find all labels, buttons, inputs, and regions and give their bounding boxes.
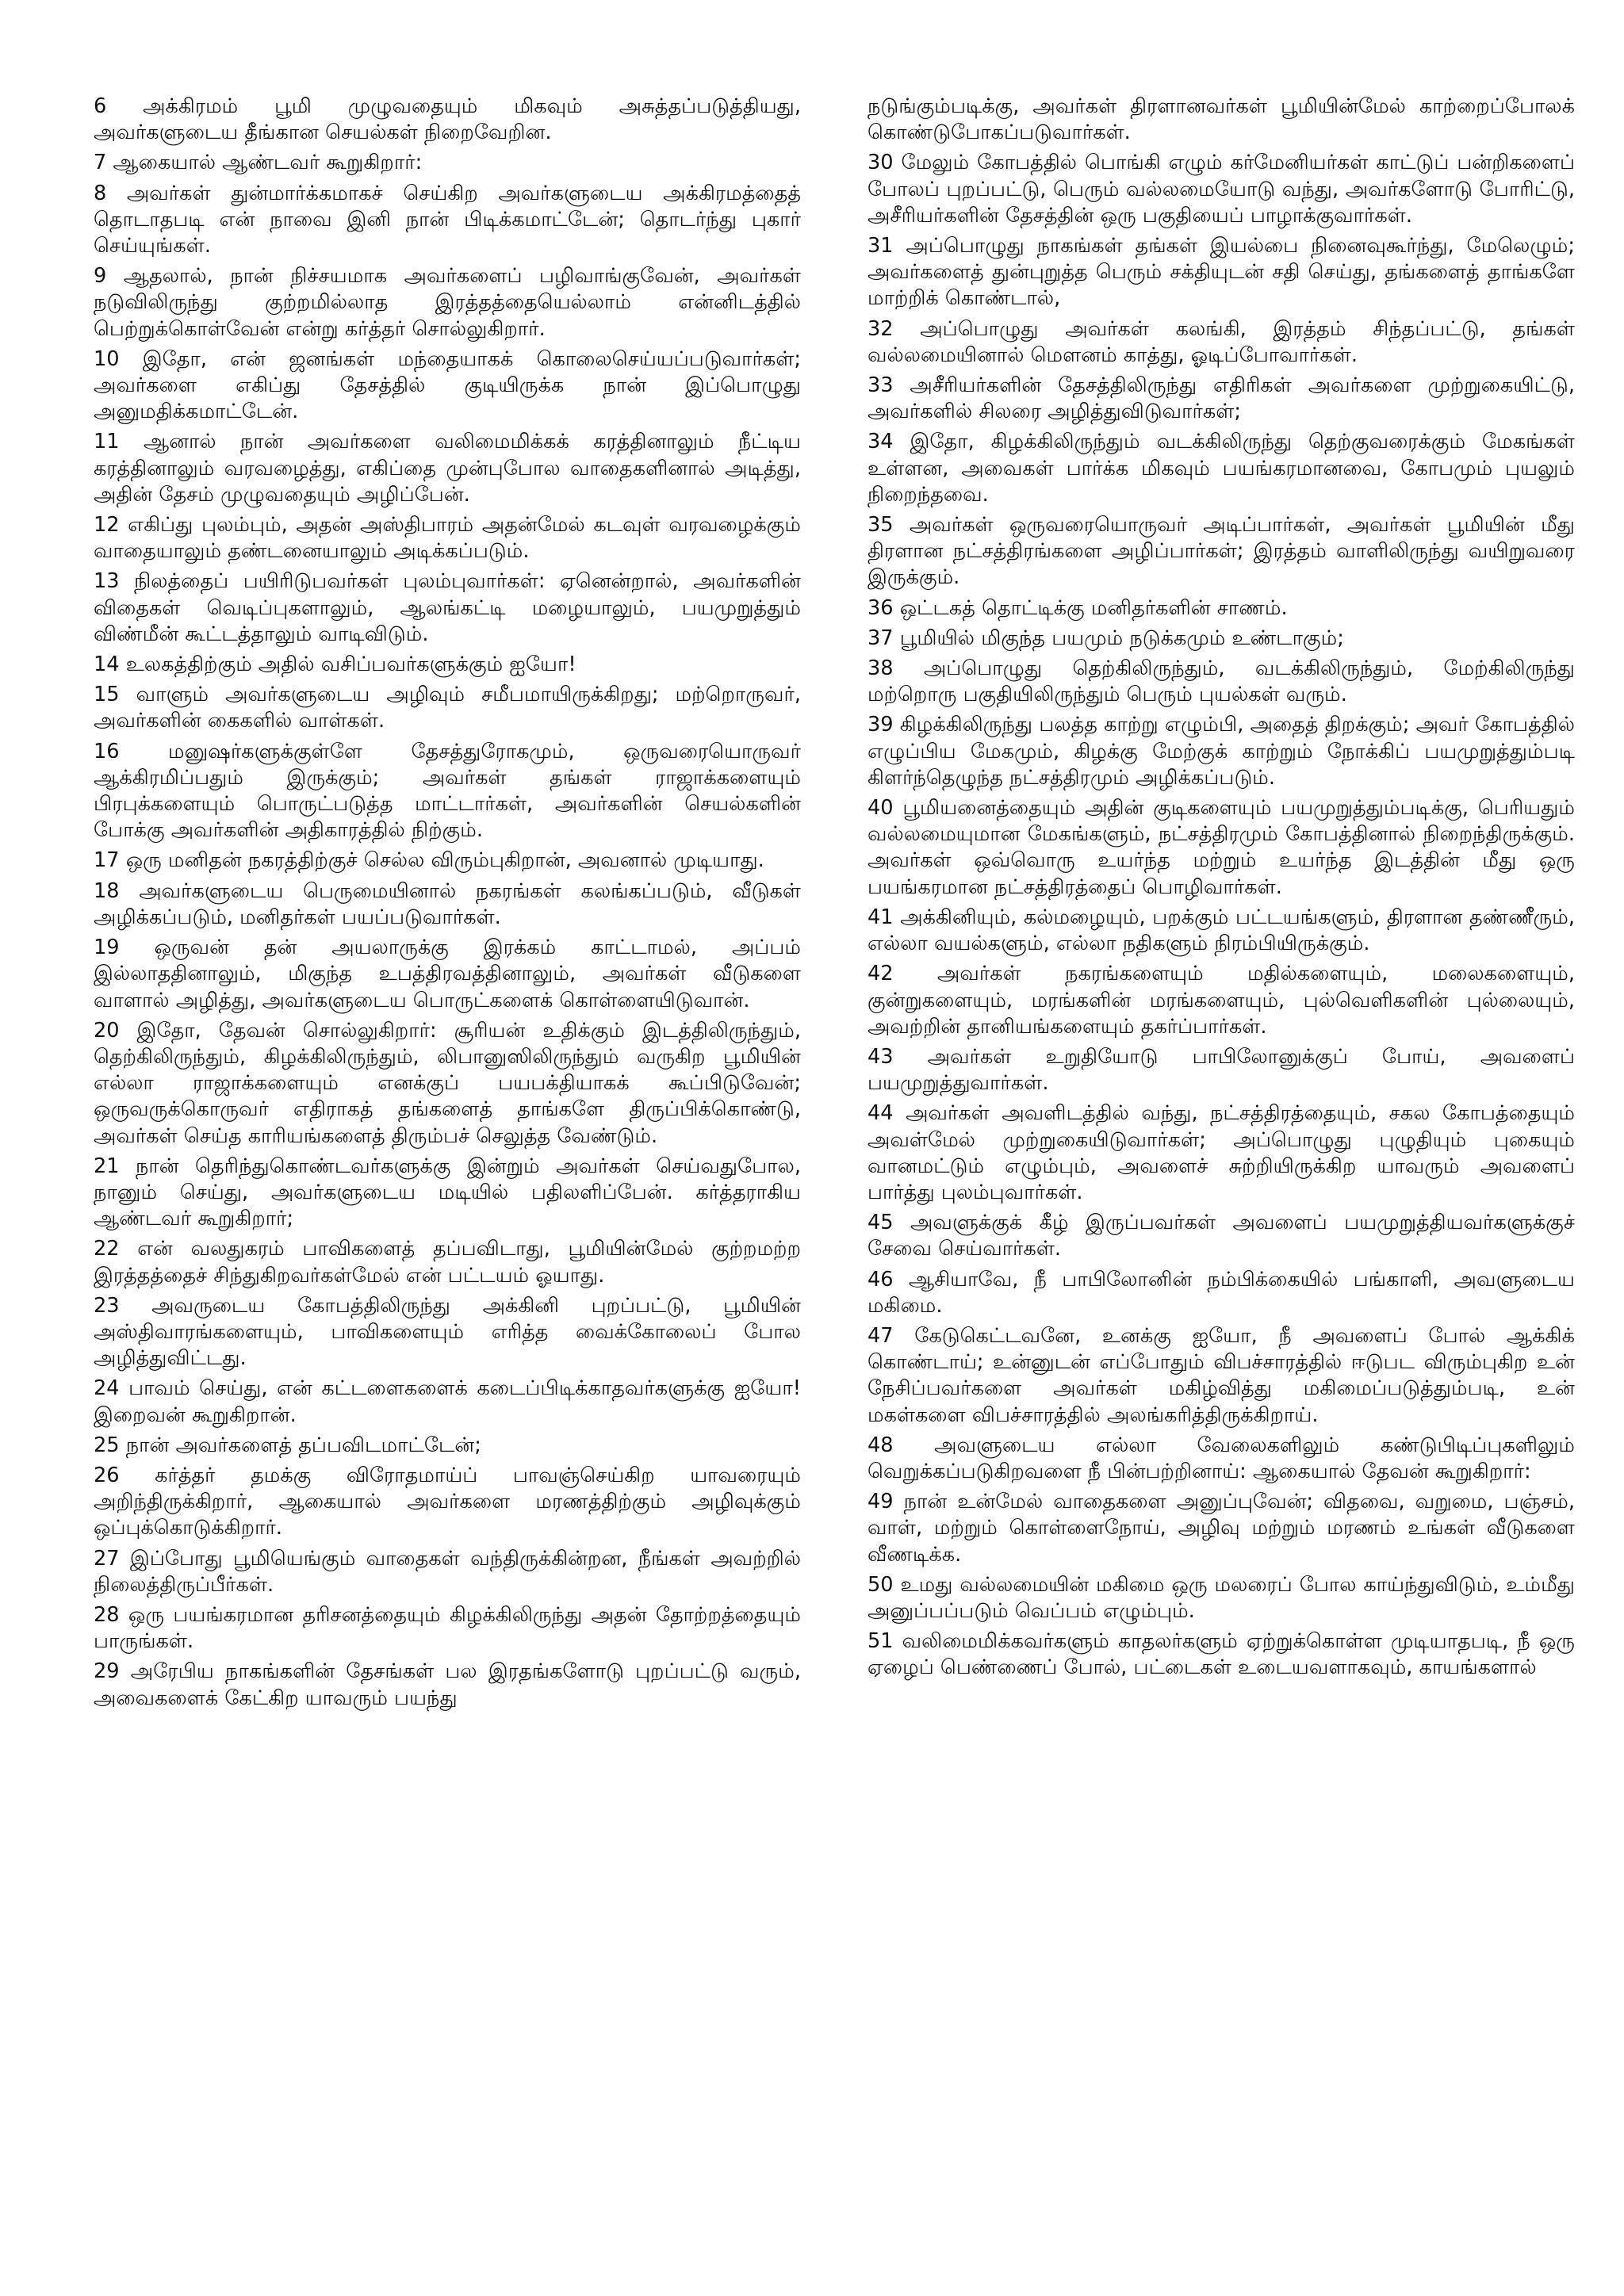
verse-paragraph: நடுங்கும்படிக்கு, அவர்கள் திரளானவர்கள் பூமியின்மேல் காற்றைப்போலக் கொண்டுபோகப்படுவார்கள். xyxy=(868,94,1575,145)
verse-paragraph: 7 ஆகையால் ஆண்டவர் கூறுகிறார்: xyxy=(94,151,423,175)
verse-paragraph: 44 அவர்கள் அவளிடத்தில் வந்து, நட்சத்திரத்தையும், சகல கோபத்தையும் அவள்மேல் முற்றுகையிடுவார்கள்; அப்பொழுது புழுதியும் புகையும் வானமட்டும் எழும்பும், அவளைச் சுற்றியிருக்கிற யாவரும் அவளைப் பார்த்து புலம்புவார்கள். xyxy=(868,1101,1575,1204)
verse-paragraph: 47 கேடுகெட்டவனே, உனக்கு ஐயோ, நீ அவளைப் போல் ஆக்கிக் கொண்டாய்; உன்னுடன் எப்போதும் விபச்சாரத்தில் ஈடுபட விரும்புகிற உன் நேசிப்பவர்களை அவர்கள் மகிழ்வித்து மகிமைப்படுத்தும்படி, உன் மகள்களை விபச்சாரத்தில் அலங்கரித்திருக்கிறாய். xyxy=(868,1323,1575,1427)
verse-paragraph: 30 மேலும் கோபத்தில் பொங்கி எழும் கர்மேனியர்கள் காட்டுப் பன்றிகளைப் போலப் புறப்பட்டு, பெரும் வல்லமையோடு வந்து, அவர்களோடு போரிட்டு, அசீரியர்களின் தேசத்தின் ஒரு பகுதியைப் பாழாக்குவார்கள். xyxy=(868,151,1575,228)
verse-paragraph: 9 ஆதலால், நான் நிச்சயமாக அவர்களைப் பழிவாங்குவேன், அவர்கள் நடுவிலிருந்து குற்றமில்லாத இரத்தத்தையெல்லாம் என்னிடத்தில் பெற்றுக்கொள்வேன் என்று கர்த்தர் சொல்லுகிறார். xyxy=(94,264,801,341)
verse-paragraph: 10 இதோ, என் ஜனங்கள் மந்தையாகக் கொலைசெய்யப்படுவார்கள்; அவர்களை எகிப்து தேசத்தில் குடியிருக்க நான் இப்பொழுது அனுமதிக்கமாட்டேன். xyxy=(94,346,801,424)
verse-paragraph: 21 நான் தெரிந்துகொண்டவர்களுக்கு இன்றும் அவர்கள் செய்வதுபோல, நானும் செய்து, அவர்களுடைய மடியில் பதிலளிப்பேன். கர்த்தராகிய ஆண்டவர் கூறுகிறார்; xyxy=(94,1154,801,1231)
verse-paragraph: 24 பாவம் செய்து, என் கட்டளைகளைக் கடைப்பிடிக்காதவர்களுக்கு ஐயோ! இறைவன் கூறுகிறான். xyxy=(94,1376,801,1427)
verse-paragraph: 18 அவர்களுடைய பெருமையினால் நகரங்கள் கலங்கப்படும், வீடுகள் அழிக்கப்படும், மனிதர்கள் பயப்படுவார்கள். xyxy=(94,878,801,929)
verse-paragraph: 14 உலகத்திற்கும் அதில் வசிப்பவர்களுக்கும் ஐயோ! xyxy=(94,652,576,677)
verse-paragraph: 41 அக்கினியும், கல்மழையும், பறக்கும் பட்டயங்களும், திரளான தண்ணீரும், எல்லா வயல்களும், எல்லா நதிகளும் நிரம்பியிருக்கும். xyxy=(868,905,1575,956)
left-column xyxy=(94,94,801,1716)
verse-paragraph: 19 ஒருவன் தன் அயலாருக்கு இரக்கம் காட்டாமல், அப்பம் இல்லாததினாலும், மிகுந்த உபத்திரவத்தினாலும், அவர்கள் வீடுகளை வாளால் அழித்து, அவர்களுடைய பொருட்களைக் கொள்ளையிடுவான். xyxy=(94,936,801,1012)
verse-paragraph: 34 இதோ, கிழக்கிலிருந்தும் வடக்கிலிருந்து தெற்குவரைக்கும் மேகங்கள் உள்ளன, அவைகள் பார்க்க மிகவும் பயங்கரமானவை, கோபமும் புயலும் நிறைந்தவை. xyxy=(868,430,1575,507)
verse-paragraph: 42 அவர்கள் நகரங்களையும் மதில்களையும், மலைகளையும், குன்றுகளையும், மரங்களின் மரங்களையும், புல்வெளிகளின் புல்லையும், அவற்றின் தானியங்களையும் தகர்ப்பார்கள். xyxy=(868,962,1575,1039)
verse-paragraph: 51 வலிமைமிக்கவர்களும் காதலர்களும் ஏற்றுக்கொள்ள முடியாதபடி, நீ ஒரு ஏழைப் பெண்ணைப் போல், பட்டைகள் உடையவளாகவும், காயங்களால் xyxy=(868,1629,1575,1680)
verse-paragraph: 23 அவருடைய கோபத்திலிருந்து அக்கினி புறப்பட்டு, பூமியின் அஸ்திவாரங்களையும், பாவிகளையும் எரித்த வைக்கோலைப் போல அழித்துவிட்டது. xyxy=(94,1293,801,1371)
verse-paragraph: 49 நான் உன்மேல் வாதைகளை அனுப்புவேன்; விதவை, வறுமை, பஞ்சம், வாள், மற்றும் கொள்ளைநோய், அழிவு மற்றும் மரணம் உங்கள் வீடுகளை வீணடிக்க. xyxy=(868,1490,1575,1567)
verse-paragraph: 26 கர்த்தர் தமக்கு விரோதமாய்ப் பாவஞ்செய்கிற யாவரையும் அறிந்திருக்கிறார், ஆகையால் அவர்களை மரணத்திற்கும் அழிவுக்கும் ஒப்புக்கொடுக்கிறார். xyxy=(94,1463,801,1540)
verse-paragraph: 45 அவளுக்குக் கீழ் இருப்பவர்கள் அவளைப் பயமுறுத்தியவர்களுக்குச் சேவை செய்வார்கள். xyxy=(868,1211,1575,1261)
verse-paragraph: 22 என் வலதுகரம் பாவிகளைத் தப்பவிடாது, பூமியின்மேல் குற்றமற்ற இரத்தத்தைச் சிந்துகிறவர்கள்மேல் என் பட்டயம் ஓயாது. xyxy=(94,1237,801,1288)
verse-paragraph: 48 அவளுடைய எல்லா வேலைகளிலும் கண்டுபிடிப்புகளிலும் வெறுக்கப்படுகிறவளை நீ பின்பற்றினாய்: ஆகையால் தேவன் கூறுகிறார்: xyxy=(868,1433,1575,1483)
verse-paragraph: 8 அவர்கள் துன்மார்க்கமாகச் செய்கிற அவர்களுடைய அக்கிரமத்தைத் தொடாதபடி என் நாவை இனி நான் பிடிக்கமாட்டேன்; தொடர்ந்து புகார் செய்யுங்கள். xyxy=(94,181,801,258)
verse-paragraph: 31 அப்பொழுது நாகங்கள் தங்கள் இயல்பை நினைவுகூர்ந்து, மேலெழும்; அவர்களைத் துன்புறுத்த பெரும் சக்தியுடன் சதி செய்து, தங்களைத் தாங்களே மாற்றிக் கொண்டால், xyxy=(868,234,1575,311)
verse-paragraph: 50 உமது வல்லமையின் மகிமை ஒரு மலரைப் போல காய்ந்துவிடும், உம்மீது அனுப்பப்படும் வெப்பம் எழும்பும். xyxy=(868,1572,1575,1623)
verse-paragraph: 39 கிழக்கிலிருந்து பலத்த காற்று எழும்பி, அதைத் திறக்கும்; அவர் கோபத்தில் எழுப்பிய மேகமும், கிழக்கு மேற்குக் காற்றும் நோக்கிப் பயமுறுத்தும்படி கிளர்ந்தெழுந்த நட்சத்திரமும் அழிக்கப்படும். xyxy=(868,713,1576,790)
verse-paragraph: 35 அவர்கள் ஒருவரையொருவர் அடிப்பார்கள், அவர்கள் பூமியின் மீது திரளான நட்சத்திரங்களை அழிப்பார்கள்; இரத்தம் வாளிலிருந்து வயிறுவரை இருக்கும். xyxy=(868,513,1575,590)
verse-paragraph: 36 ஒட்டகத் தொட்டிக்கு மனிதர்களின் சாணம். xyxy=(868,595,1288,620)
verse-paragraph: 29 அரேபிய நாகங்களின் தேசங்கள் பல இரதங்களோடு புறப்பட்டு வரும், அவைகளைக் கேட்கிற யாவரும் பயந்து xyxy=(94,1659,801,1710)
verse-paragraph: 33 அசீரியர்களின் தேசத்திலிருந்து எதிரிகள் அவர்களை முற்றுகையிட்டு, அவர்களில் சிலரை அழித்துவிடுவார்கள்; xyxy=(868,373,1575,424)
verse-paragraph: 43 அவர்கள் உறுதியோடு பாபிலோனுக்குப் போய், அவளைப் பயமுறுத்துவார்கள். xyxy=(868,1044,1575,1096)
verse-paragraph: 32 அப்பொழுது அவர்கள் கலங்கி, இரத்தம் சிந்தப்பட்டு, தங்கள் வல்லமையினால் மௌனம் காத்து, ஓடிப்போவார்கள். xyxy=(868,316,1575,367)
right-column xyxy=(868,94,1575,1686)
verse-paragraph: 25 நான் அவர்களைத் தப்பவிடமாட்டேன்; xyxy=(94,1433,481,1457)
verse-paragraph: 46 ஆசியாவே, நீ பாபிலோனின் நம்பிக்கையில் பங்காளி, அவளுடைய மகிமை. xyxy=(868,1267,1575,1318)
verse-paragraph: 15 வாளும் அவர்களுடைய அழிவும் சமீபமாயிருக்கிறது; மற்றொருவர், அவர்களின் கைகளில் வாள்கள். xyxy=(94,683,801,733)
verse-paragraph: 13 நிலத்தைப் பயிரிடுபவர்கள் புலம்புவார்கள்: ஏனென்றால், அவர்களின் விதைகள் வெடிப்புகளாலும், ஆலங்கட்டி மழையாலும், பயமுறுத்தும் விண்மீன் கூட்டத்தாலும் வாடிவிடும். xyxy=(94,569,801,646)
verse-paragraph: 11 ஆனால் நான் அவர்களை வலிமைமிக்கக் கரத்தினாலும் நீட்டிய கரத்தினாலும் வரவழைத்து, எகிப்தை முன்புபோல வாதைகளினால் அடித்து, அதின் தேசம் முழுவதையும் அழிப்பேன். xyxy=(94,430,801,507)
verse-paragraph: 12 எகிப்து புலம்பும், அதன் அஸ்திபாரம் அதன்மேல் கடவுள் வரவழைக்கும் வாதையாலும் தண்டனையாலும் அடிக்கப்படும். xyxy=(94,513,801,564)
verse-paragraph: 37 பூமியில் மிகுந்த பயமும் நடுக்கமும் உண்டாகும்; xyxy=(868,626,1344,650)
verse-paragraph: 16 மனுஷர்களுக்குள்ளே தேசத்துரோகமும், ஒருவரையொருவர் ஆக்கிரமிப்பதும் இருக்கும்; அவர்கள் தங்கள் ராஜாக்களையும் பிரபுக்களையும் பொருட்படுத்த மாட்டார்கள், அவர்களின் செயல்களின் போக்கு அவர்களின் அதிகாரத்தில் நிற்கும். xyxy=(94,739,801,843)
verse-paragraph: 40 பூமியனைத்தையும் அதின் குடிகளையும் பயமுறுத்தும்படிக்கு, பெரியதும் வல்லமையுமான மேகங்களும், நட்சத்திரமும் கோபத்தினால் நிறைந்திருக்கும். அவர்கள் ஒவ்வொரு உயர்ந்த மற்றும் உயர்ந்த இடத்தின் மீது ஒரு பயங்கரமான நட்சத்திரத்தைப் பொழிவார்கள். xyxy=(868,796,1575,899)
verse-paragraph: 27 இப்போது பூமியெங்கும் வாதைகள் வந்திருக்கின்றன, நீங்கள் அவற்றில் நிலைத்திருப்பீர்கள். xyxy=(94,1546,801,1597)
verse-paragraph: 20 இதோ, தேவன் சொல்லுகிறார்: சூரியன் உதிக்கும் இடத்திலிருந்தும், தெற்கிலிருந்தும், கிழக்கிலிருந்தும், லிபானுஸிலிருந்தும் வருகிற பூமியின் எல்லா ராஜாக்களையும் எனக்குப் பயபக்தியாகக் கூப்பிடுவேன்; ஒருவருக்கொருவர் எதிராகத் தங்களைத் தாங்களே திருப்பிக்கொண்டு, அவர்கள் செய்த காரியங்களைத் திரும்பச் செலுத்த வேண்டும். xyxy=(94,1018,801,1148)
verse-paragraph: 38 அப்பொழுது தெற்கிலிருந்தும், வடக்கிலிருந்தும், மேற்கிலிருந்து மற்றொரு பகுதியிலிருந்தும் பெரும் புயல்கள் வரும். xyxy=(868,656,1575,707)
verse-paragraph: 28 ஒரு பயங்கரமான தரிசனத்தையும் கிழக்கிலிருந்து அதன் தோற்றத்தையும் பாருங்கள். xyxy=(94,1602,801,1654)
verse-paragraph: 17 ஒரு மனிதன் நகரத்திற்குச் செல்ல விரும்புகிறான், அவனால் முடியாது. xyxy=(94,848,764,873)
verse-paragraph: 6 அக்கிரமம் பூமி முழுவதையும் மிகவும் அசுத்தப்படுத்தியது, அவர்களுடைய தீங்கான செயல்கள் நிறைவேறின. xyxy=(94,94,801,145)
